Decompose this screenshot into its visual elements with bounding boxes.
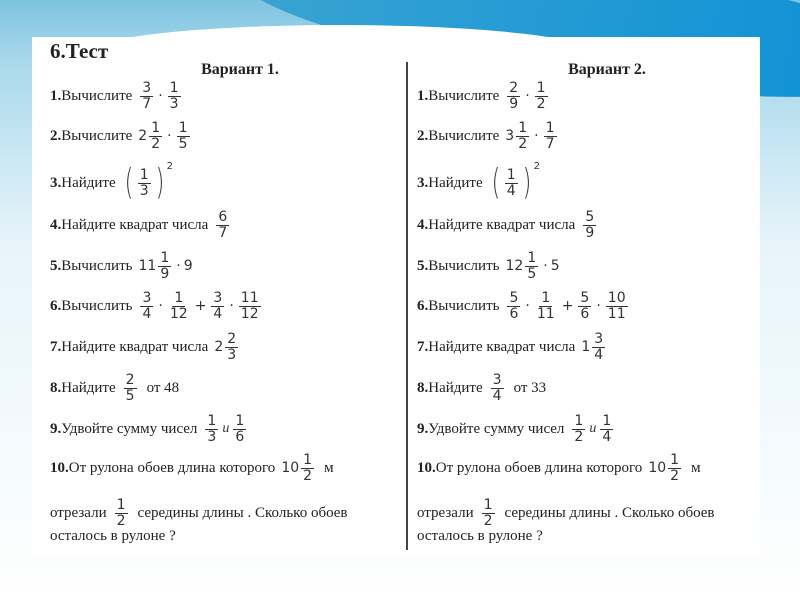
fraction — [301, 453, 314, 483]
question-text: От рулона обоев длина которого — [68, 459, 276, 476]
question-number: 2. — [50, 127, 62, 144]
question-text: Найдите — [61, 174, 116, 191]
fraction — [578, 291, 591, 321]
math-expression — [281, 453, 316, 483]
numerator: 1 — [536, 80, 546, 96]
denominator: 3 — [227, 346, 237, 363]
question-text: Найдите квадрат числа — [428, 338, 576, 355]
numerator: 3 — [213, 290, 223, 306]
question-row — [50, 81, 183, 111]
question-row — [50, 332, 240, 362]
question-number: 7. — [50, 338, 62, 355]
fraction — [535, 81, 548, 111]
denominator: 2 — [518, 135, 528, 152]
denominator: 12 — [240, 305, 259, 322]
question-text: Вычислите — [61, 127, 133, 144]
operator: · — [525, 298, 530, 315]
conjunction: и — [222, 421, 230, 437]
whole-part: 10 — [281, 460, 300, 477]
question-row — [50, 528, 182, 545]
fraction — [233, 414, 246, 444]
fraction — [115, 498, 128, 528]
fraction — [592, 332, 605, 362]
whole-part: 10 — [648, 460, 667, 477]
question-text: Найдите квадрат числа — [428, 216, 576, 233]
question-number: 9. — [50, 420, 62, 437]
operator: · — [596, 298, 601, 315]
denominator: 2 — [536, 95, 546, 112]
question-text: Вычислите — [428, 127, 500, 144]
question-number: 8. — [50, 379, 62, 396]
question-text: Вычислить — [61, 257, 133, 274]
denominator: 4 — [594, 346, 604, 363]
operator: · — [167, 128, 172, 145]
math-expression — [214, 210, 231, 240]
numerator: 1 — [178, 120, 188, 136]
question-text: осталось в рулоне ? — [50, 528, 176, 544]
math-expression — [581, 332, 607, 362]
operator: · — [176, 258, 181, 275]
fraction — [525, 251, 538, 281]
numerator: 1 — [541, 290, 551, 306]
denominator: 2 — [151, 135, 161, 152]
question-text: отрезали — [50, 504, 107, 521]
test-title: 6.Тест — [50, 39, 109, 63]
operator: + — [561, 298, 574, 315]
fraction — [482, 498, 495, 528]
numerator: 1 — [518, 120, 528, 136]
fraction — [158, 251, 171, 281]
fraction — [177, 121, 190, 151]
denominator: 6 — [509, 305, 519, 322]
fraction — [606, 291, 628, 321]
denominator: 4 — [492, 387, 502, 404]
question-text: Найдите — [428, 174, 483, 191]
math-expression — [138, 291, 262, 321]
question-row — [50, 161, 174, 203]
numerator: 1 — [527, 250, 537, 266]
question-row — [417, 414, 615, 444]
math-expression — [489, 161, 541, 203]
column-divider — [406, 62, 408, 550]
fraction — [516, 121, 529, 151]
fraction — [138, 168, 151, 198]
fraction — [668, 453, 681, 483]
fraction — [168, 291, 190, 321]
operator: · — [158, 88, 163, 105]
denominator: 7 — [545, 135, 555, 152]
fraction — [140, 291, 153, 321]
numerator: 1 — [602, 413, 612, 429]
parenthesis: ) — [155, 162, 164, 203]
denominator: 9 — [509, 95, 519, 112]
denominator: 5 — [125, 387, 135, 404]
numerator: 3 — [142, 80, 152, 96]
question-number: 9. — [417, 420, 429, 437]
denominator: 4 — [602, 428, 612, 445]
question-text: отрезали — [417, 504, 474, 521]
numerator: 1 — [151, 120, 161, 136]
math-expression — [648, 453, 683, 483]
denominator: 9 — [160, 265, 170, 282]
question-number: 3. — [50, 174, 62, 191]
math-expression — [138, 81, 182, 111]
denominator: 6 — [580, 305, 590, 322]
denominator: 2 — [303, 467, 313, 484]
question-row — [50, 453, 334, 483]
fraction — [491, 373, 504, 403]
fraction — [225, 332, 238, 362]
fraction — [168, 81, 181, 111]
fraction — [140, 81, 153, 111]
question-text: Найдите — [61, 379, 116, 396]
question-number: 5. — [50, 257, 62, 274]
numerator: 5 — [509, 290, 519, 306]
numerator: 3 — [594, 331, 604, 347]
math-expression — [505, 251, 559, 281]
question-row — [417, 291, 630, 321]
math-expression — [480, 498, 497, 528]
question-suffix: м — [691, 459, 701, 476]
numerator: 3 — [142, 290, 152, 306]
question-text: Удвойте сумму чисел — [428, 420, 565, 437]
question-suffix: м — [324, 459, 334, 476]
question-row — [417, 498, 715, 528]
question-number: 1. — [50, 87, 62, 104]
math-expression — [489, 373, 506, 403]
math-expression — [122, 161, 174, 203]
numerator: 1 — [207, 413, 217, 429]
question-number: 6. — [50, 297, 62, 314]
question-row — [50, 121, 192, 151]
fraction — [600, 414, 613, 444]
question-suffix: середины длины . Сколько обоев — [504, 504, 715, 521]
numerator: 3 — [492, 372, 502, 388]
exponent: 2 — [166, 161, 174, 172]
question-number: 3. — [417, 174, 429, 191]
question-number: 5. — [417, 257, 429, 274]
fraction — [505, 168, 518, 198]
whole-part: 11 — [138, 258, 157, 275]
numerator: 10 — [607, 290, 626, 306]
question-text: Найдите квадрат числа — [61, 338, 209, 355]
question-text: Вычислить — [428, 257, 500, 274]
question-suffix: от 48 — [146, 379, 180, 396]
question-number: 4. — [50, 216, 62, 233]
operator: + — [194, 298, 207, 315]
numerator: 1 — [483, 497, 493, 513]
parenthesis: ( — [124, 162, 133, 203]
variant-heading: Вариант 1. — [201, 61, 279, 78]
operator: · — [525, 88, 530, 105]
number: 5 — [550, 258, 560, 275]
denominator: 11 — [536, 305, 555, 322]
question-text: Вычислите — [428, 87, 500, 104]
denominator: 2 — [116, 512, 126, 529]
question-text: Найдите квадрат числа — [61, 216, 209, 233]
operator: · — [158, 298, 163, 315]
denominator: 12 — [169, 305, 188, 322]
denominator: 7 — [218, 224, 228, 241]
math-expression — [505, 291, 629, 321]
numerator: 1 — [506, 166, 516, 183]
numerator: 5 — [585, 209, 595, 225]
question-row — [417, 251, 560, 281]
fraction — [572, 414, 585, 444]
whole-part: 12 — [505, 258, 524, 275]
fraction — [124, 373, 137, 403]
numerator: 1 — [169, 80, 179, 96]
math-expression — [113, 498, 130, 528]
question-row — [417, 81, 550, 111]
number: 9 — [183, 258, 193, 275]
math-expression — [138, 251, 192, 281]
numerator: 1 — [116, 497, 126, 513]
question-number: 1. — [417, 87, 429, 104]
numerator: 1 — [160, 250, 170, 266]
fraction — [216, 210, 229, 240]
denominator: 9 — [585, 224, 595, 241]
denominator: 4 — [213, 305, 223, 322]
question-number: 10. — [417, 459, 436, 476]
question-text: Найдите — [428, 379, 483, 396]
variant-heading: Вариант 2. — [568, 61, 646, 78]
numerator: 5 — [580, 290, 590, 306]
question-number: 6. — [417, 297, 429, 314]
question-text: Удвойте сумму чисел — [61, 420, 198, 437]
math-expression — [138, 121, 191, 151]
denominator: 3 — [207, 428, 217, 445]
question-suffix: от 33 — [513, 379, 547, 396]
whole-part: 2 — [138, 128, 148, 145]
question-text: От рулона обоев длина которого — [435, 459, 643, 476]
question-row — [417, 121, 559, 151]
question-row — [417, 332, 607, 362]
fraction — [205, 414, 218, 444]
fraction — [239, 291, 261, 321]
question-row — [417, 161, 541, 203]
question-text: Вычислите — [61, 87, 133, 104]
numerator: 1 — [670, 452, 680, 468]
question-row — [50, 251, 193, 281]
fraction — [149, 121, 162, 151]
fraction — [211, 291, 224, 321]
denominator: 3 — [169, 95, 179, 112]
question-suffix: середины длины . Сколько обоев — [137, 504, 348, 521]
question-number: 4. — [417, 216, 429, 233]
numerator: 1 — [574, 413, 584, 429]
fraction — [507, 81, 520, 111]
fraction — [535, 291, 557, 321]
question-text: осталось в рулоне ? — [417, 528, 543, 544]
numerator: 1 — [174, 290, 184, 306]
numerator: 2 — [509, 80, 519, 96]
denominator: 4 — [506, 182, 516, 199]
denominator: 6 — [235, 428, 245, 445]
parenthesis: ( — [491, 162, 500, 203]
question-row — [417, 210, 598, 240]
math-expression — [214, 332, 240, 362]
question-row — [50, 291, 263, 321]
numerator: 1 — [139, 166, 149, 183]
fraction — [583, 210, 596, 240]
question-row — [417, 528, 549, 545]
denominator: 4 — [142, 305, 152, 322]
question-number: 10. — [50, 459, 69, 476]
math-expression — [505, 121, 558, 151]
conjunction: и — [589, 421, 597, 437]
math-expression — [570, 414, 615, 444]
operator: · — [534, 128, 539, 145]
operator: · — [543, 258, 548, 275]
operator: · — [229, 298, 234, 315]
denominator: 3 — [139, 182, 149, 199]
question-row — [50, 414, 248, 444]
numerator: 2 — [125, 372, 135, 388]
denominator: 7 — [142, 95, 152, 112]
exponent: 2 — [533, 161, 541, 172]
denominator: 11 — [607, 305, 626, 322]
question-row — [417, 373, 546, 403]
numerator: 1 — [235, 413, 245, 429]
whole-part: 2 — [214, 339, 224, 356]
denominator: 2 — [670, 467, 680, 484]
whole-part: 3 — [505, 128, 515, 145]
whole-part: 1 — [581, 339, 591, 356]
numerator: 1 — [303, 452, 313, 468]
question-number: 7. — [417, 338, 429, 355]
question-row — [50, 498, 348, 528]
numerator: 2 — [227, 331, 237, 347]
math-expression — [203, 414, 248, 444]
numerator: 6 — [218, 209, 228, 225]
test-sheet — [32, 37, 760, 558]
question-row — [417, 453, 701, 483]
question-text: Вычислить — [428, 297, 500, 314]
question-text: Вычислить — [61, 297, 133, 314]
question-number: 8. — [417, 379, 429, 396]
fraction — [544, 121, 557, 151]
denominator: 5 — [527, 265, 537, 282]
question-row — [50, 210, 231, 240]
denominator: 2 — [483, 512, 493, 529]
math-expression — [505, 81, 549, 111]
denominator: 2 — [574, 428, 584, 445]
numerator: 1 — [545, 120, 555, 136]
question-number: 2. — [417, 127, 429, 144]
math-expression — [122, 373, 139, 403]
fraction — [507, 291, 520, 321]
parenthesis: ) — [522, 162, 531, 203]
question-row — [50, 373, 179, 403]
numerator: 11 — [240, 290, 259, 306]
math-expression — [581, 210, 598, 240]
denominator: 5 — [178, 135, 188, 152]
